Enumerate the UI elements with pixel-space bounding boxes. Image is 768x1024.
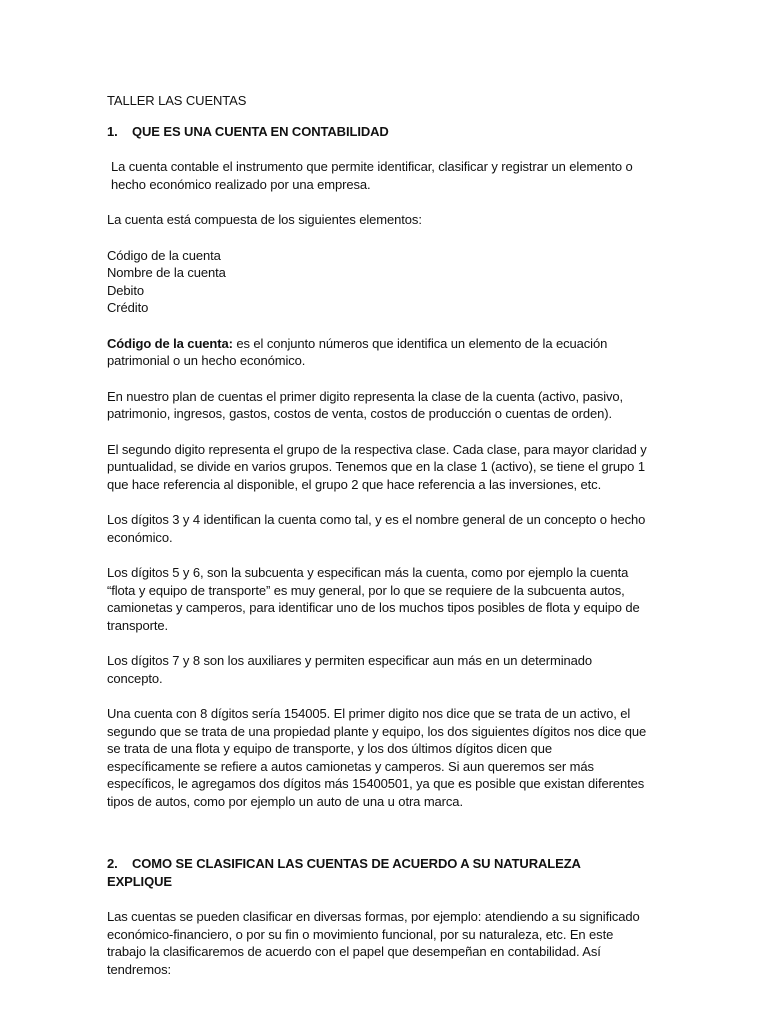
list-item: Crédito xyxy=(107,300,149,315)
section-2-heading-text: COMO SE CLASIFICAN LAS CUENTAS DE ACUERDO A SU NATURALEZA EXPLIQUE xyxy=(107,856,581,889)
section-1-paragraph-digits-3-4: Los dígitos 3 y 4 identifican la cuenta como tal, y es el nombre general de un concepto o hecho económico. xyxy=(107,512,646,545)
section-1-paragraph-example: Una cuenta con 8 dígitos sería 154005. El primer digito nos dice que se trata de un activo, el segundo que se trata de una propiedad plante y equipo, los dos siguientes dígitos nos dice que se trata de una flota y equipo de transporte, y los dos últimos dígitos dicen que específicamente se refiere a autos camionetas y camperos. Si aun queremos ser más específicos, le agregamos dos dígitos más 15400501, ya que es posible que existan diferentes tipos de autos, como por ejemplo un auto de una u otra marca. xyxy=(107,706,647,809)
section-1-paragraph-definition: La cuenta contable el instrumento que permite identificar, clasificar y registrar un elemento o hecho económico realizado por una empresa. xyxy=(111,159,633,192)
account-elements-list xyxy=(107,247,647,317)
section-1-paragraph-elements-intro: La cuenta está compuesta de los siguientes elementos: xyxy=(107,212,422,227)
section-1-paragraph-first-digit: En nuestro plan de cuentas el primer digito representa la clase de la cuenta (activo, pasivo, patrimonio, ingresos, gastos, costos de venta, costos de producción o cuentas de orden). xyxy=(107,388,624,421)
section-1-paragraph-digits-7-8: Los dígitos 7 y 8 son los auxiliares y permiten especificar aun más en un determinado concepto. xyxy=(107,653,593,686)
section-1-paragraph-account-code xyxy=(107,335,647,370)
list-item: Debito xyxy=(107,282,144,298)
document-body xyxy=(107,92,647,996)
section-1-number: 1. xyxy=(107,123,118,139)
section-1-heading-text: QUE ES UNA CUENTA EN CONTABILIDAD xyxy=(132,123,389,139)
document-title: TALLER LAS CUENTAS xyxy=(107,93,247,108)
list-item: Nombre de la cuenta xyxy=(107,265,226,280)
list-item: Código de la cuenta xyxy=(107,247,221,263)
account-code-definition: es el conjunto números que identifica un elemento de la ecuación patrimonial o un hecho económico. xyxy=(107,335,608,368)
section-1-paragraph-digits-5-6: Los dígitos 5 y 6, son la subcuenta y especifican más la cuenta, como por ejemplo la cuenta “flota y equipo de transporte” es muy general, por lo que se requiere de la subcuenta autos, camionetas y camperos, para identificar uno de los muchos tipos posibles de flota y equipo de transporte. xyxy=(107,565,640,633)
account-code-term: Código de la cuenta: xyxy=(107,335,233,351)
section-2-number: 2. xyxy=(107,856,118,871)
section-2-paragraph-classification: Las cuentas se pueden clasificar en diversas formas, por ejemplo: atendiendo a su significado económico-financiero, o por su fin o movimiento funcional, por su naturaleza, etc. En este trabajo la clasificaremos de acuerdo con el papel que desempeñan en contabilidad. Así tendremos: xyxy=(107,909,640,977)
section-1-heading xyxy=(107,123,647,141)
section-1-paragraph-second-digit: El segundo digito representa el grupo de la respectiva clase. Cada clase, para mayor claridad y puntualidad, se divide en varios grupos. Tenemos que en la clase 1 (activo), se tiene el grupo 1 que hace referencia al disponible, el grupo 2 que hace referencia a las inversiones, etc. xyxy=(107,441,647,492)
section-2-heading xyxy=(107,855,647,890)
